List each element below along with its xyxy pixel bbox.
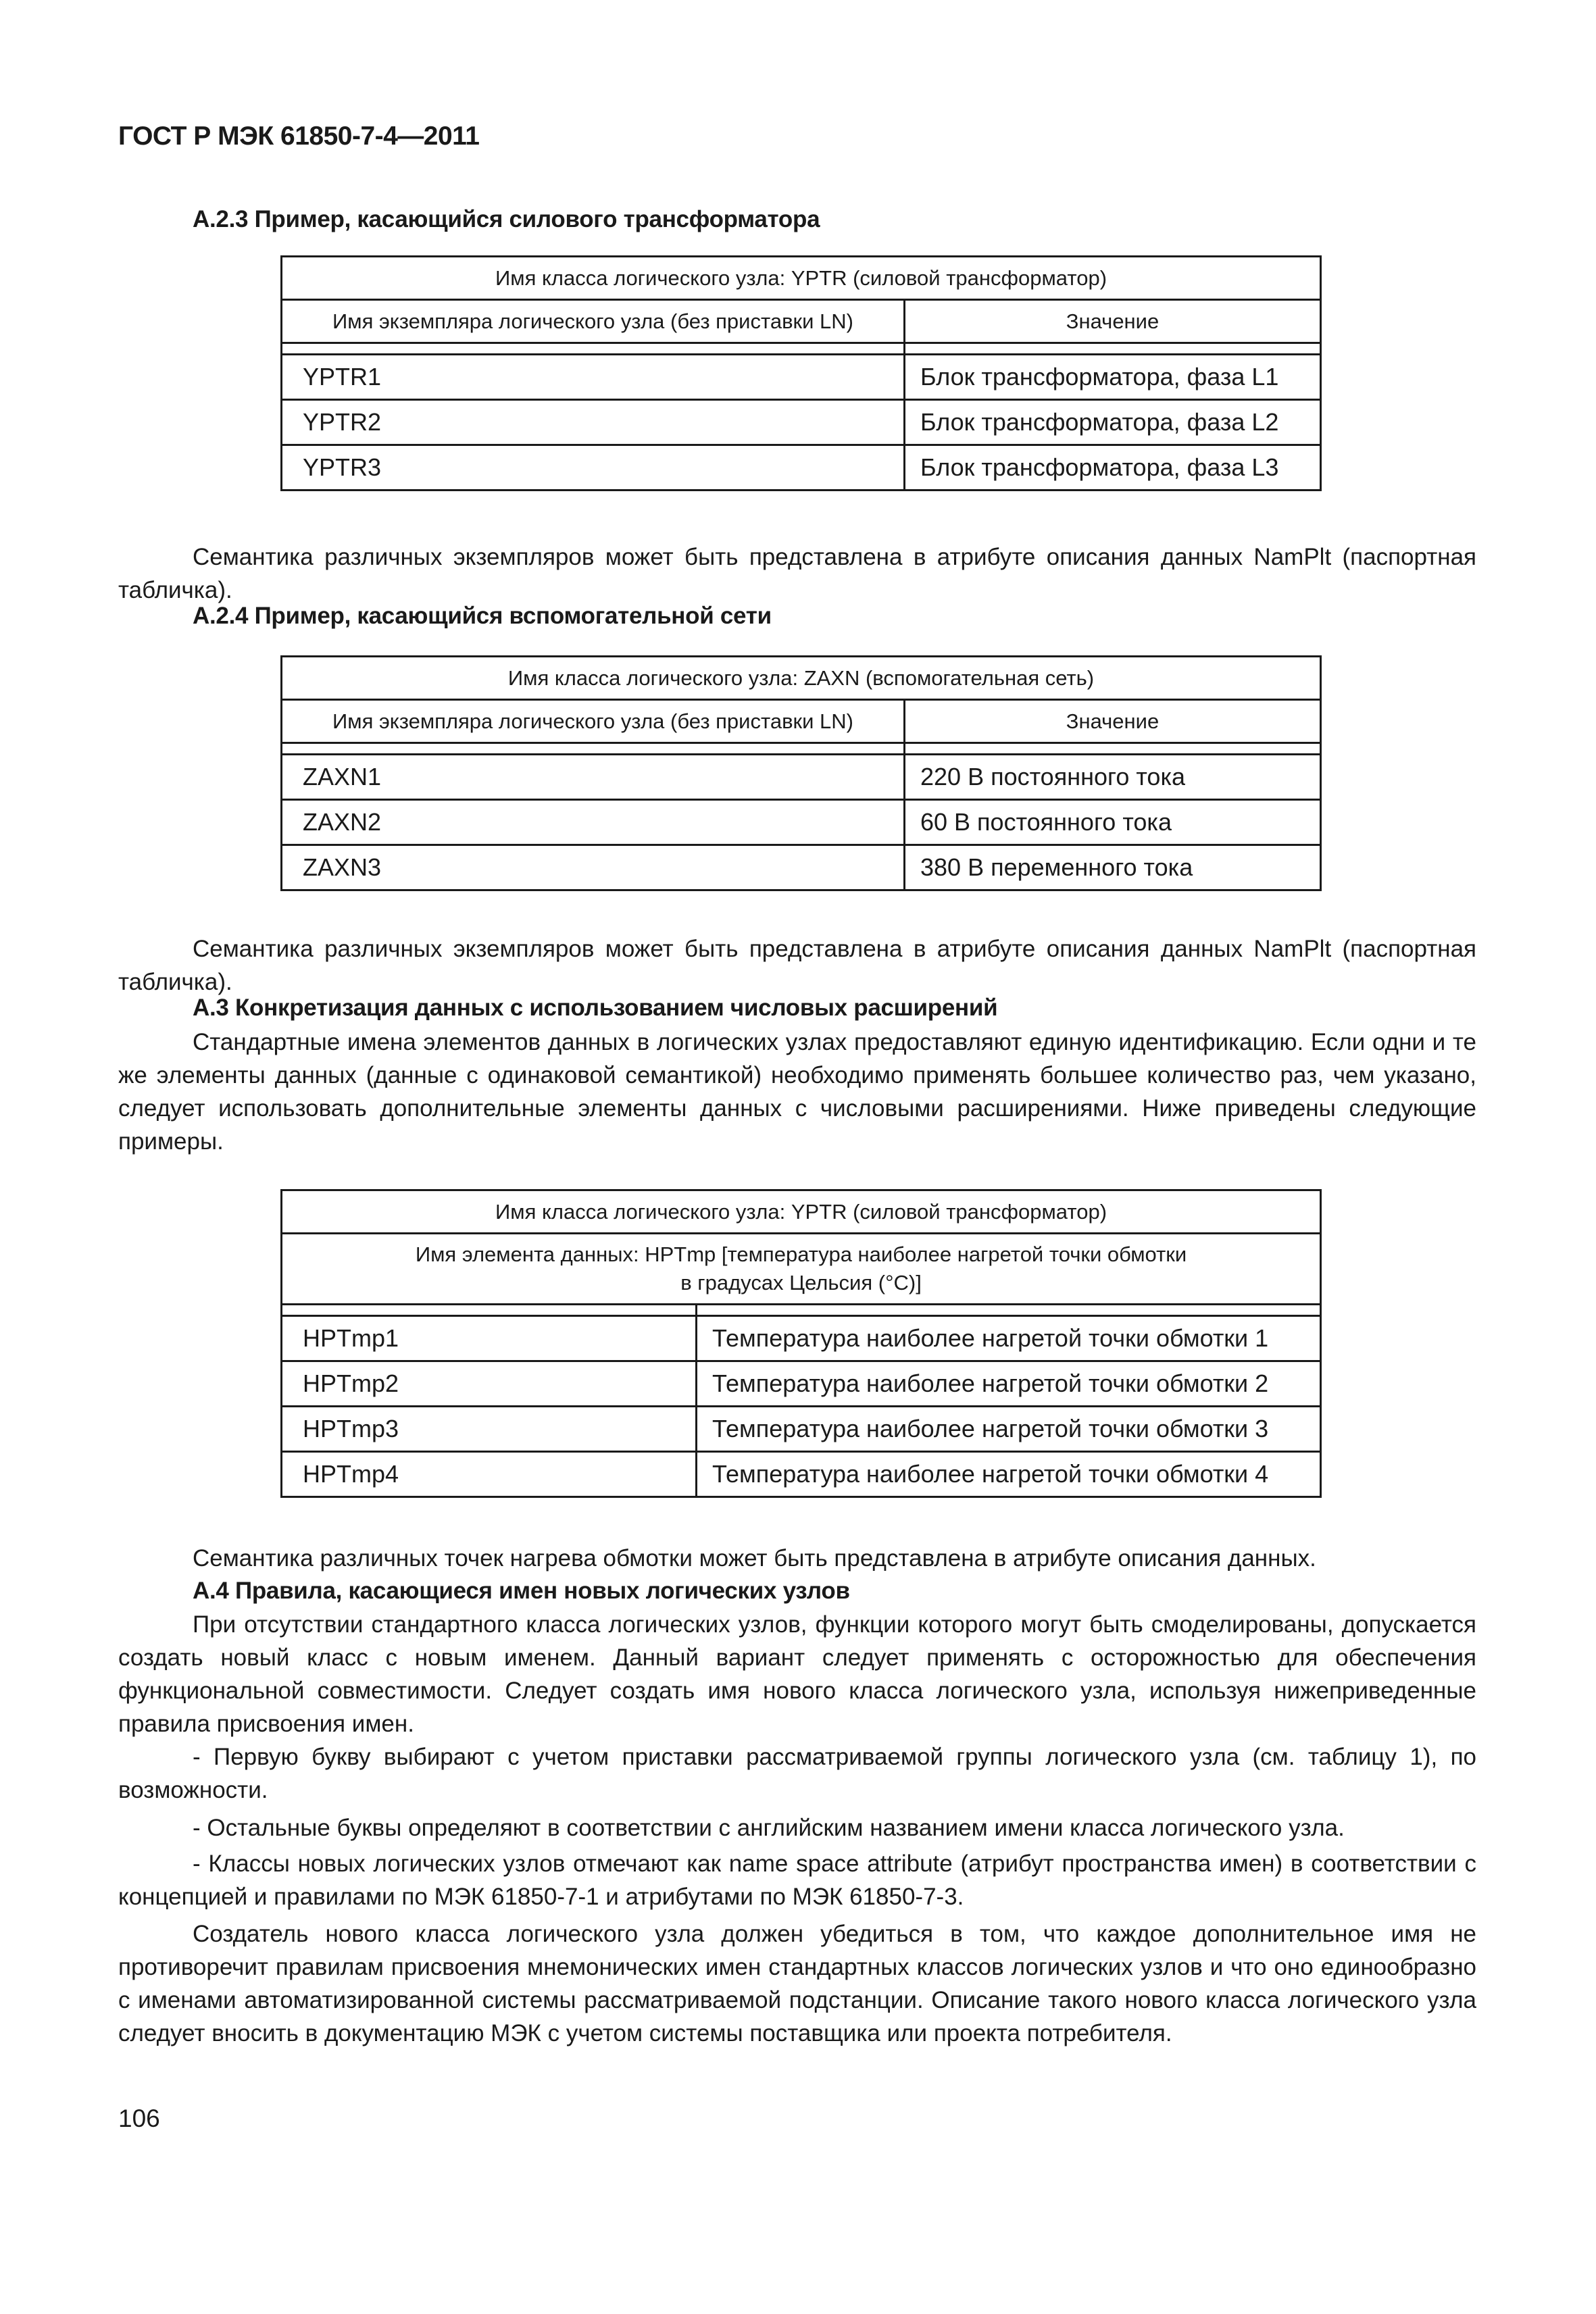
paragraph-a4-1: При отсутствии стандартного класса логических узлов, функции которого могут быть смоделированы, допускается создать новый класс с новым именем. Данный вариант следует применять с осторожностью для обеспечения функциональной совместимости. Следует создать имя нового класса логического узла, используя нижеприведенные правила присвоения имен.: [118, 1611, 1476, 1737]
instance-value: Блок трансформатора, фаза L3: [905, 445, 1321, 491]
instance-name: YPTR2: [282, 400, 905, 445]
column-header-instance: Имя экземпляра логического узла (без приставки LN): [282, 300, 905, 343]
instance-value: 60 В постоянного тока: [905, 800, 1321, 845]
element-name: HPTmp3: [282, 1407, 697, 1452]
column-header-value: Значение: [905, 300, 1321, 343]
paragraph-a4-3: - Остальные буквы определяют в соответствии с английским названием имени класса логического узла.: [193, 1815, 1345, 1841]
table-subtitle-line2: в градусах Цельсия (°C)]: [680, 1271, 922, 1294]
instance-value: 380 В переменного тока: [905, 845, 1321, 890]
paragraph-a4-5: Создатель нового класса логического узла должен убедиться в том, что каждое дополнительное имя не противоречит правилам присвоения мнемонических имен стандартных классов логических узлов и что оно единообразно с именами автоматизированной системы рассматриваемой подстанции. Описание такого нового класса логического узла следует вносить в документацию МЭК с учетом системы поставщика или проекта потребителя.: [118, 1921, 1476, 2046]
table-row: [282, 445, 1321, 491]
table-row: [282, 1361, 1321, 1407]
instance-name: ZAXN3: [282, 845, 905, 890]
element-name: HPTmp2: [282, 1361, 697, 1407]
table-hptmp: [280, 1189, 1322, 1498]
table-title: Имя класса логического узла: YPTR (силовой трансформатор): [282, 257, 1321, 300]
instance-name: ZAXN2: [282, 800, 905, 845]
instance-name: ZAXN1: [282, 755, 905, 800]
table-row: [282, 1316, 1321, 1361]
instance-value: Блок трансформатора, фаза L2: [905, 400, 1321, 445]
column-header-value: Значение: [905, 700, 1321, 743]
instance-value: 220 В постоянного тока: [905, 755, 1321, 800]
paragraph-a4-2: - Первую букву выбирают с учетом приставки рассматриваемой группы логического узла (см. таблицу 1), по возможности.: [118, 1744, 1476, 1803]
heading-a24: А.2.4 Пример, касающийся вспомогательной сети: [193, 603, 772, 629]
table-title: Имя класса логического узла: YPTR (силовой трансформатор): [282, 1190, 1321, 1234]
element-value: Температура наиболее нагретой точки обмотки 4: [697, 1452, 1321, 1497]
table-subtitle-line1: Имя элемента данных: HPTmp [температура наиболее нагретой точки обмотки: [415, 1242, 1187, 1266]
element-name: HPTmp4: [282, 1452, 697, 1497]
table-row: [282, 845, 1321, 890]
paragraph-note-a23: Семантика различных экземпляров может быть представлена в атрибуте описания данных NamPlt (паспортная табличка).: [118, 544, 1476, 603]
element-value: Температура наиболее нагретой точки обмотки 3: [697, 1407, 1321, 1452]
table-subtitle: [282, 1234, 1321, 1305]
paragraph-a4-4: - Классы новых логических узлов отмечают как name space attribute (атрибут пространства имен) в соответствии с концепцией и правилами по МЭК 61850-7-1 и атрибутами по МЭК 61850-7-3.: [118, 1851, 1476, 1910]
paragraph-note-a24: Семантика различных экземпляров может быть представлена в атрибуте описания данных NamPlt (паспортная табличка).: [118, 936, 1476, 995]
table-title: Имя класса логического узла: ZAXN (вспомогательная сеть): [282, 657, 1321, 700]
table-row: [282, 400, 1321, 445]
element-value: Температура наиболее нагретой точки обмотки 1: [697, 1316, 1321, 1361]
instance-name: YPTR3: [282, 445, 905, 491]
column-header-instance: Имя экземпляра логического узла (без приставки LN): [282, 700, 905, 743]
heading-a23: А.2.3 Пример, касающийся силового трансформатора: [193, 206, 820, 232]
table-row: [282, 1407, 1321, 1452]
element-name: HPTmp1: [282, 1316, 697, 1361]
instance-name: YPTR1: [282, 355, 905, 400]
document-header: ГОСТ Р МЭК 61850-7-4—2011: [118, 122, 480, 151]
table-row: [282, 755, 1321, 800]
paragraph-note-a3: Семантика различных точек нагрева обмотки может быть представлена в атрибуте описания данных.: [193, 1545, 1316, 1571]
heading-a4: А.4 Правила, касающиеся имен новых логических узлов: [193, 1578, 850, 1604]
element-value: Температура наиболее нагретой точки обмотки 2: [697, 1361, 1321, 1407]
instance-value: Блок трансформатора, фаза L1: [905, 355, 1321, 400]
table-row: [282, 1452, 1321, 1497]
page-number: 106: [118, 2105, 160, 2132]
table-row: [282, 355, 1321, 400]
paragraph-a3: Стандартные имена элементов данных в логических узлах предоставляют единую идентификацию. Если одни и те же элементы данных (данные с одинаковой семантикой) необходимо применять большее количество раз, чем указано, следует использовать дополнительные элементы данных с числовыми расширениями. Ниже приведены следующие примеры.: [118, 1029, 1476, 1155]
table-zaxn: [280, 655, 1322, 891]
table-yptr: [280, 255, 1322, 491]
heading-a3: А.3 Конкретизация данных с использованием числовых расширений: [193, 995, 998, 1021]
table-row: [282, 800, 1321, 845]
